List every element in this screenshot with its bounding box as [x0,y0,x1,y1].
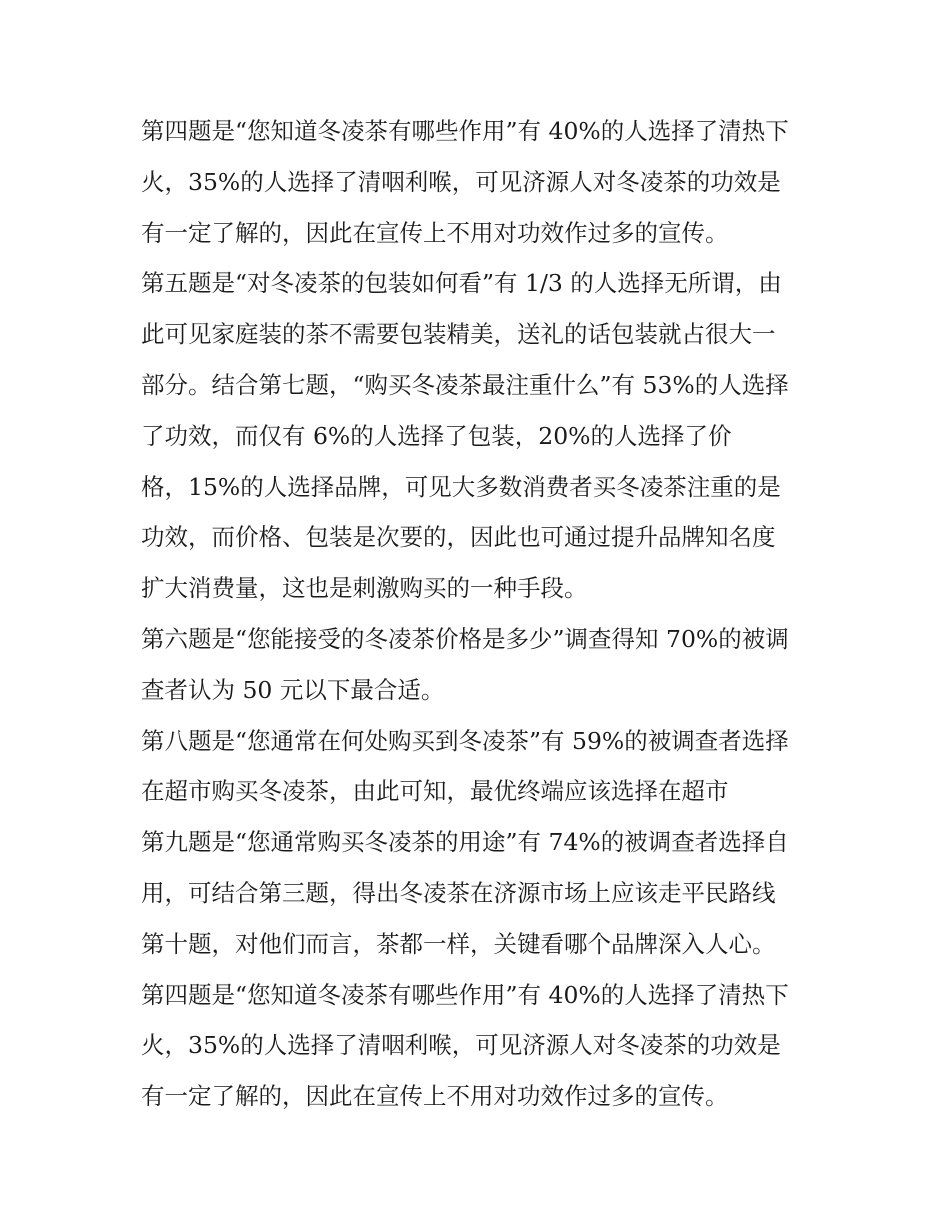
text-line: 火，35%的人选择了清咽利喉，可见济源人对冬凌茶的功效是 [141,167,781,196]
text-line: 火，35%的人选择了清咽利喉，可见济源人对冬凌茶的功效是 [141,1031,781,1060]
text-line: 第十题，对他们而言，茶都一样，关键看哪个品牌深入人心。 [141,929,776,958]
text-line: 查者认为 50 元以下最合适。 [141,675,445,704]
text-line: 第四题是“您知道冬凌茶有哪些作用”有 40%的人选择了清热下 [141,117,789,145]
body-text [141,106,821,1122]
text-line: 扩大消费量，这也是刺激购买的一种手段。 [141,574,588,603]
text-line: 有一定了解的，因此在宣传上不用对功效作过多的宣传。 [141,1082,729,1111]
text-line: 第六题是“您能接受的冬凌茶价格是多少”调查得知 70%的被调 [141,624,789,653]
text-line: 第八题是“您通常在何处购买到冬凌茶”有 59%的被调查者选择 [141,726,789,755]
text-line: 在超市购买冬凌茶，由此可知，最优终端应该选择在超市 [141,777,729,806]
text-line: 部分。结合第七题，“购买冬凌茶最注重什么”有 53%的人选择 [141,370,789,399]
text-line: 第五题是“对冬凌茶的包装如何看”有 1/3 的人选择无所谓，由 [141,269,782,298]
text-line: 格，15%的人选择品牌，可见大多数消费者买冬凌茶注重的是 [141,472,781,501]
text-line: 第九题是“您通常购买冬凌茶的用途”有 74%的被调查者选择自 [141,828,789,857]
text-line: 功效，而价格、包装是次要的，因此也可通过提升品牌知名度 [141,523,776,552]
text-line: 了功效，而仅有 6%的人选择了包装，20%的人选择了价 [141,421,732,450]
text-line: 此可见家庭装的茶不需要包装精美，送礼的话包装就占很大一 [141,320,776,349]
text-line: 有一定了解的，因此在宣传上不用对功效作过多的宣传。 [141,218,729,247]
text-line: 第四题是“您知道冬凌茶有哪些作用”有 40%的人选择了清热下 [141,980,789,1009]
text-line: 用，可结合第三题，得出冬凌茶在济源市场上应该走平民路线 [141,878,776,907]
